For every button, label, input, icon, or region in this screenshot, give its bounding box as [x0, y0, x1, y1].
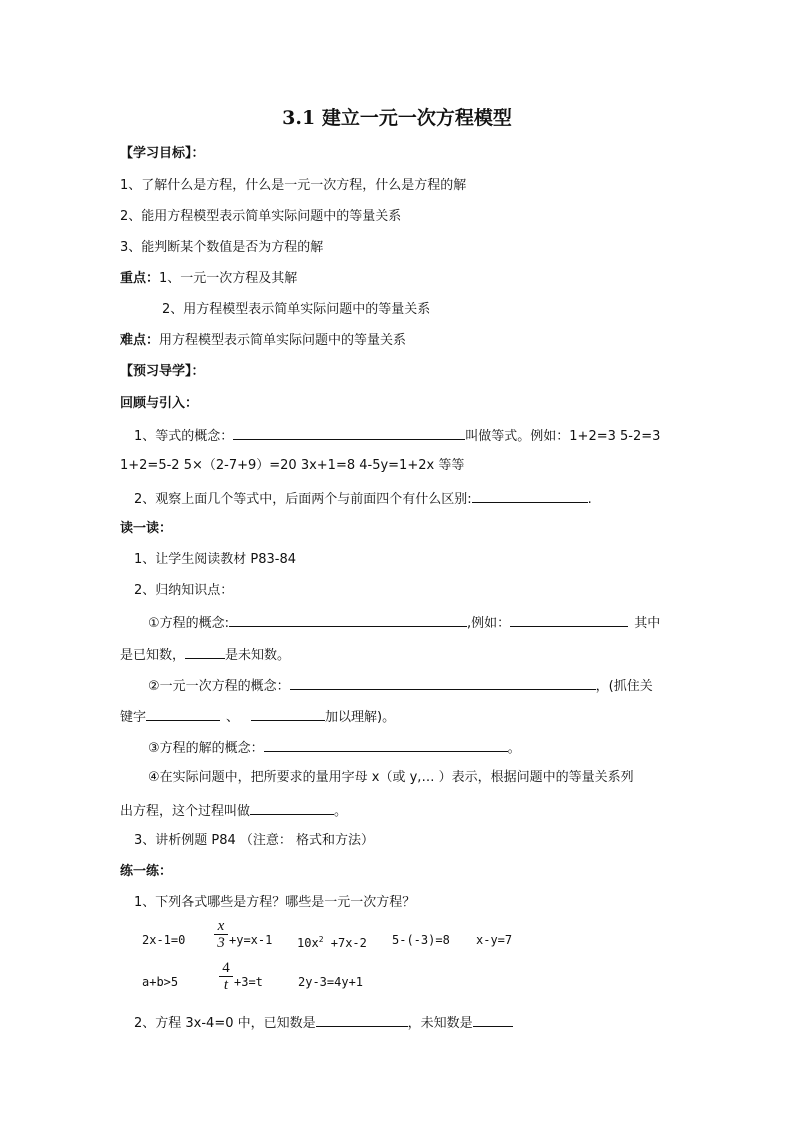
expr-quadratic: [297, 932, 367, 951]
concept-1-line2-suffix: 是未知数。: [225, 648, 291, 663]
expr-2y-minus-3: 2y-3=4y+1: [298, 975, 364, 989]
key-points-label: 重点：: [120, 271, 160, 286]
review-q2-prefix: 2、观察上面几个等式中，后面两个与前面四个有什么区别:: [134, 492, 472, 507]
concept-3-line: [148, 738, 521, 758]
unknown-number-blank[interactable]: [473, 1013, 513, 1027]
concept-2-prefix: ②一元一次方程的概念：: [148, 679, 290, 694]
keyword-blank-1[interactable]: [146, 707, 220, 721]
read-item-3: 3、讲析例题 P84 （注意： 格式和方法）: [134, 833, 375, 848]
expr-a-plus-b: a+b>5: [142, 975, 179, 989]
expr-fraction-rest: +y=x-1: [229, 933, 273, 947]
fraction-numerator: 4: [222, 960, 230, 976]
concept-2-line2-suffix: 加以理解)。: [325, 710, 396, 725]
expr-2x-1: 2x-1=0: [142, 933, 186, 947]
known-number-blank[interactable]: [316, 1013, 408, 1027]
concept-4-line2-suffix: 。: [334, 804, 348, 819]
expr-quadratic-exponent: 2: [318, 935, 324, 944]
linear-equation-concept-blank[interactable]: [290, 676, 596, 690]
fraction-numerator: x: [217, 918, 225, 934]
review-examples: 1+2=5-2 5×（2-7+9）=20 3x+1=8 4-5y=1+2x 等等: [120, 458, 465, 473]
concept-2-suffix: ，(抓住关: [595, 679, 653, 694]
review-q1: [134, 426, 660, 446]
concept-1-line: [148, 613, 660, 633]
review-q2-suffix: .: [587, 492, 592, 507]
review-q1-suffix: 叫做等式。例如：1+2=3 5-2=3: [465, 429, 661, 444]
concept-2-line: [148, 676, 653, 696]
review-heading: 回顾与引入：: [120, 396, 199, 411]
expr-5-minus-neg3: 5-(-3)=8: [392, 933, 450, 947]
review-q1-prefix: 1、等式的概念：: [134, 429, 234, 444]
difference-blank[interactable]: [472, 489, 588, 503]
concept-1-mid: ,例如：: [467, 616, 511, 631]
practice-q2-prefix: 2、方程 3x-4=0 中，已知数是: [134, 1016, 316, 1031]
practice-heading: 练一练：: [120, 864, 173, 879]
fraction-denominator: 3: [217, 935, 225, 951]
solution-concept-blank[interactable]: [264, 738, 508, 752]
concept-3-suffix: 。: [507, 741, 521, 756]
concept-1-suffix: 其中: [634, 616, 661, 631]
process-name-blank[interactable]: [250, 801, 334, 815]
key-point-1: 1、一元一次方程及其解: [159, 271, 298, 286]
preview-heading: 【预习导学】：: [120, 364, 205, 379]
unknown-blank[interactable]: [185, 645, 225, 659]
keyword-blank-2[interactable]: [251, 707, 325, 721]
difficulty-line: [120, 332, 406, 350]
expr-quadratic-base: 10x: [297, 936, 319, 950]
goal-item-1: 1、了解什么是方程，什么是一元一次方程，什么是方程的解: [120, 178, 467, 193]
fraction-denominator: t: [223, 977, 229, 993]
read-heading: 读一读：: [120, 521, 173, 536]
equation-definition-blank[interactable]: [233, 426, 465, 440]
practice-q1: 1、下列各式哪些是方程？哪些是一元一次方程？: [134, 895, 416, 910]
concept-4-line: ④在实际问题中，把所要求的量用字母 x（或 y,… ）表示，根据问题中的等量关系列: [148, 770, 634, 785]
difficulty-text: 用方程模型表示简单实际问题中的等量关系: [159, 333, 407, 348]
concept-1-line2-prefix: 是已知数，: [120, 648, 186, 663]
page-title: 3.1 建立一元一次方程模型: [282, 107, 512, 129]
expr-quadratic-rest: +7x-2: [323, 936, 367, 950]
concept-4-line2-prefix: 出方程，这个过程叫做: [120, 804, 251, 819]
read-item-1: 1、让学生阅读教材 P83-84: [134, 552, 297, 567]
concept-3-prefix: ③方程的解的概念：: [148, 741, 264, 756]
concept-4-line-2: [120, 801, 347, 821]
practice-q2-mid: ，未知数是: [407, 1016, 473, 1031]
read-item-2: 2、归纳知识点：: [134, 583, 234, 598]
difficulty-label: 难点：: [120, 333, 160, 348]
goal-item-2: 2、能用方程模型表示简单实际问题中的等量关系: [120, 209, 402, 224]
review-q2: [134, 489, 592, 509]
concept-2-line2-mid: 、: [226, 710, 240, 725]
goals-heading: 【学习目标】：: [120, 146, 205, 161]
concept-2-line-2: [120, 707, 395, 727]
equation-example-blank[interactable]: [510, 613, 628, 627]
concept-1-line-2: [120, 645, 290, 665]
equation-concept-blank[interactable]: [229, 613, 467, 627]
practice-q2: [134, 1013, 513, 1033]
concept-2-line2-prefix: 键字: [120, 710, 147, 725]
expr-x-minus-y: x-y=7: [476, 933, 513, 947]
concept-1-prefix: ①方程的概念:: [148, 616, 230, 631]
expr-fraction-rest: +3=t: [234, 975, 263, 989]
key-points-line: [120, 270, 297, 288]
key-point-2: 2、用方程模型表示简单实际问题中的等量关系: [162, 302, 431, 317]
goal-item-3: 3、能判断某个数值是否为方程的解: [120, 240, 324, 255]
